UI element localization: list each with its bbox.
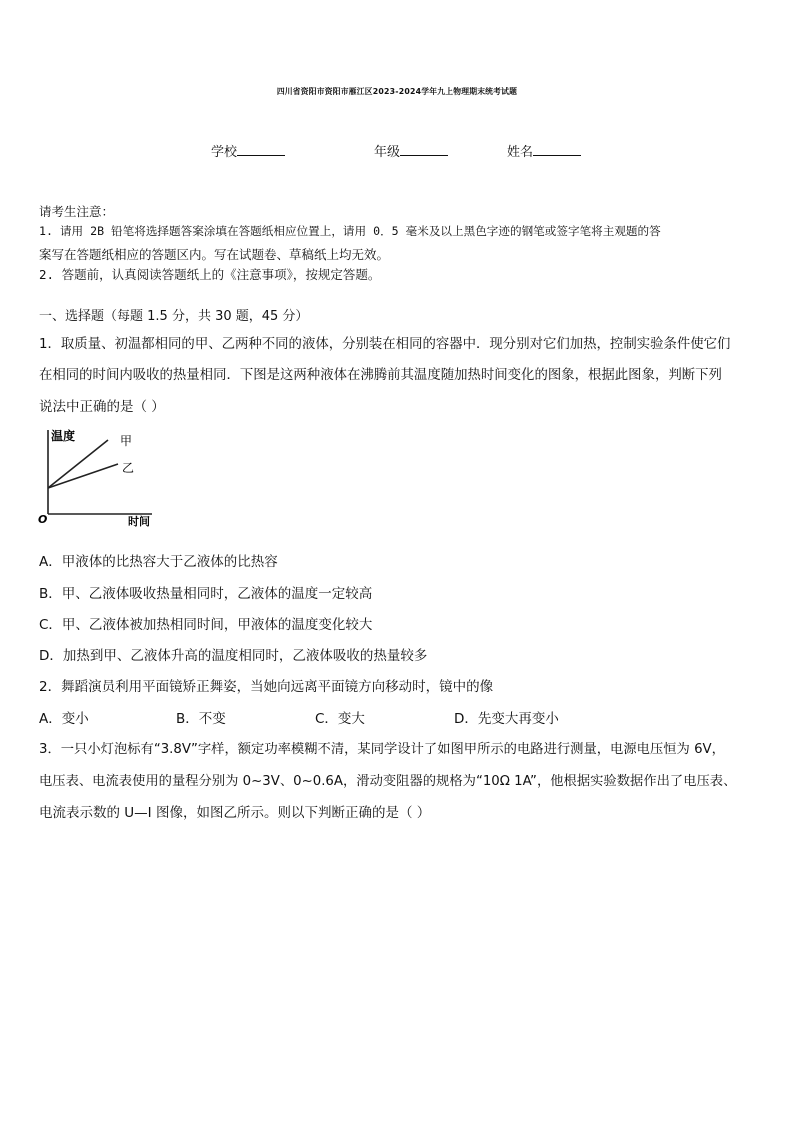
name-label: 姓名	[507, 145, 534, 160]
notice-item2: 2. 答题前，认真阅读答题纸上的《注意事项》，按规定答题。	[39, 267, 381, 282]
graph-ylabel: 温度	[51, 429, 76, 443]
q1-option-c: C．甲、乙液体被加热相同时间，甲液体的温度变化较大	[39, 617, 373, 633]
q1-stem-line3: 说法中正确的是（ ）	[39, 399, 165, 415]
school-blank	[237, 143, 285, 156]
q2-stem: 2．舞蹈演员利用平面镜矫正舞姿，当她向远离平面镜方向移动时，镜中的像	[39, 679, 494, 695]
q1-stem-line1: 1．取质量、初温都相同的甲、乙两种不同的液体，分别装在相同的容器中．现分别对它们加热，控制实验条件使它们	[39, 337, 731, 352]
page-title: 四川省资阳市资阳市雁江区2023-2024学年九上物理期末统考试题	[276, 87, 518, 96]
graph-origin: O	[38, 513, 48, 526]
graph-line-yi	[48, 464, 118, 488]
q2-option-a: A．变小	[39, 711, 89, 727]
q2-option-c: C．变大	[315, 711, 365, 727]
name-field	[507, 141, 581, 160]
q1-option-b: B．甲、乙液体吸收热量相同时，乙液体的温度一定较高	[39, 586, 373, 602]
q1-option-d: D．加热到甲、乙液体升高的温度相同时，乙液体吸收的热量较多	[39, 648, 428, 664]
q2-option-b: B．不变	[176, 711, 226, 727]
name-blank	[533, 143, 581, 156]
graph-line-jia	[48, 440, 108, 488]
notice-heading: 请考生注意：	[39, 204, 115, 219]
grade-field	[374, 141, 448, 160]
graph-xlabel: 时间	[128, 515, 150, 528]
notice-item1-line1: 1. 请用 2B 铅笔将选择题答案涂填在答题纸相应位置上，请用 0．5 毫米及以上黑色字迹的钢笔或签字笔将主观题的答	[39, 224, 661, 238]
grade-label: 年级	[374, 145, 401, 160]
q3-stem-line2: 电压表、电流表使用的量程分别为 0~3V、0~0.6A，滑动变阻器的规格为“10Ω 1A”，他根据实验数据作出了电压表、	[39, 774, 737, 789]
graph-label-yi: 乙	[122, 461, 135, 475]
q2-option-d: D．先变大再变小	[454, 711, 559, 727]
q3-stem-line1: 3．一只小灯泡标有“3.8V”字样，额定功率模糊不清，某同学设计了如图甲所示的电路进行测量，电源电压恒为 6V，	[39, 742, 725, 757]
school-label: 学校	[211, 145, 238, 160]
graph-label-jia: 甲	[120, 434, 133, 448]
q1-temperature-time-graph	[36, 424, 166, 528]
q3-stem-line3: 电流表示数的 U—I 图像，如图乙所示。则以下判断正确的是（ ）	[39, 805, 431, 821]
notice-item1-line2: 案写在答题纸相应的答题区内。写在试题卷、草稿纸上均无效。	[39, 247, 390, 262]
section1-heading: 一、选择题（每题 1.5 分，共 30 题，45 分）	[39, 309, 309, 324]
q1-option-a: A．甲液体的比热容大于乙液体的比热容	[39, 554, 278, 570]
grade-blank	[400, 143, 448, 156]
school-field	[211, 141, 285, 160]
q1-stem-line2: 在相同的时间内吸收的热量相同．下图是这两种液体在沸腾前其温度随加热时间变化的图象，根据此图象，判断下列	[39, 368, 722, 383]
